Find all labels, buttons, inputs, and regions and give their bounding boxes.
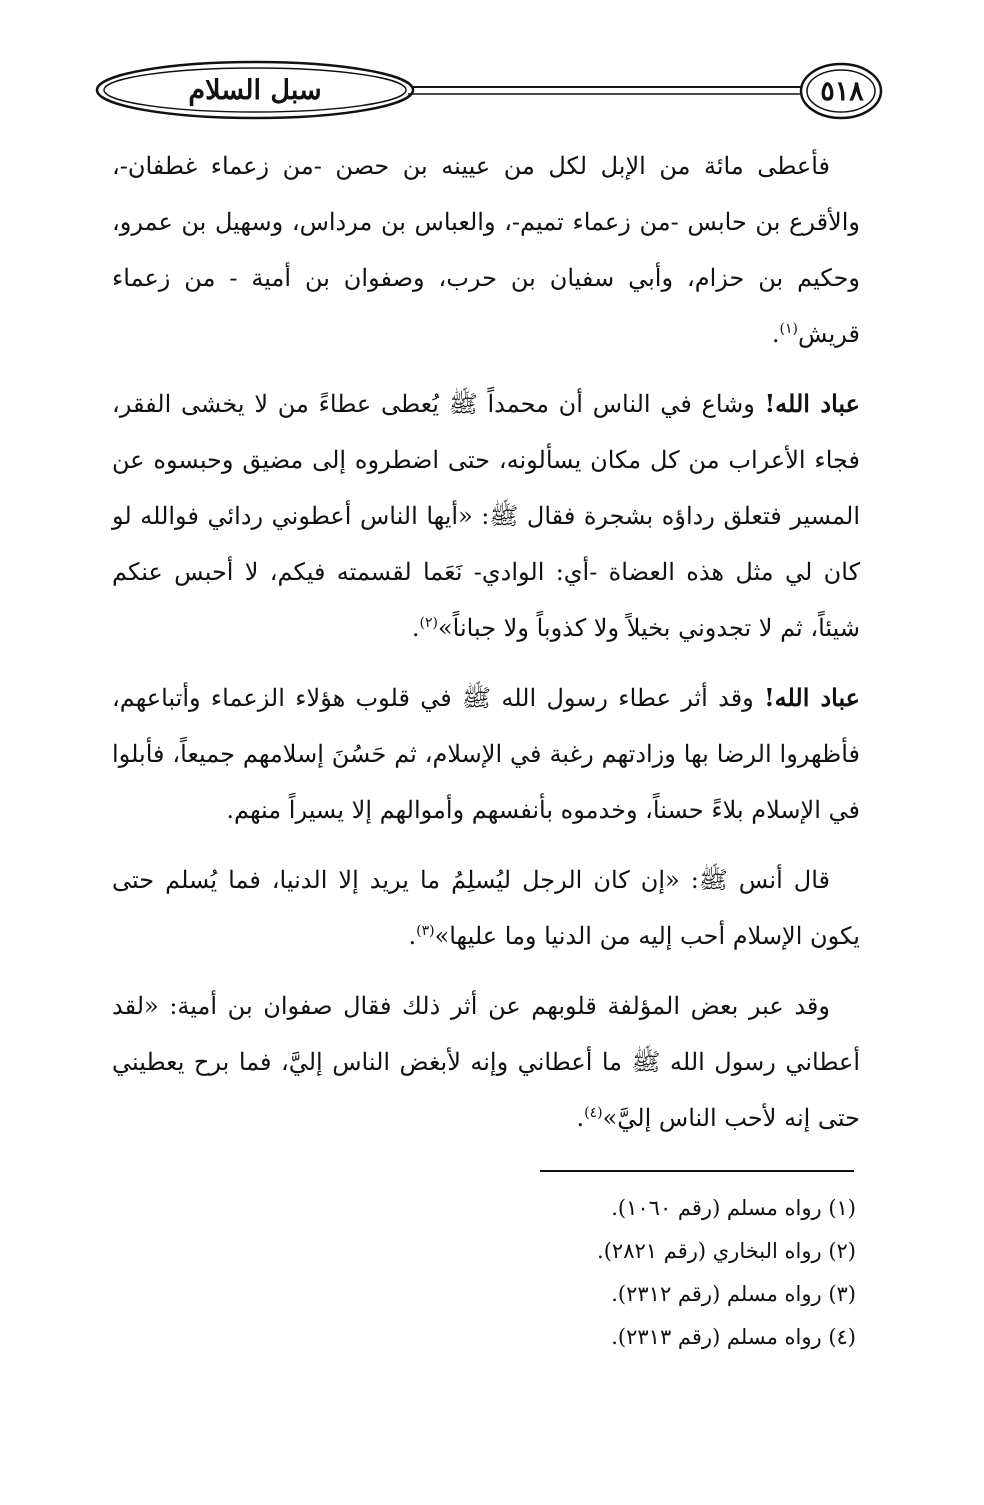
paragraph-end: . xyxy=(408,922,417,950)
paragraph-end: . xyxy=(411,614,420,642)
footnote-ref: (٢) xyxy=(419,615,438,631)
paragraph-lead: عباد الله! xyxy=(764,389,860,418)
paragraph-5 xyxy=(112,978,860,1146)
paragraph-4 xyxy=(112,852,860,964)
footnote-1: (١) رواه مسلم (رقم ١٠٦٠). xyxy=(611,1196,856,1220)
paragraph-2 xyxy=(112,376,860,656)
footnote-4: (٤) رواه مسلم (رقم ٢٣١٣). xyxy=(611,1325,856,1349)
page-number: ٥١٨ xyxy=(820,75,864,107)
running-title: سبل السلام xyxy=(188,74,322,106)
paragraph-text: قال أنس ﷺ: «إن كان الرجل ليُسلِمُ ما يريد إلا الدنيا، فما يُسلم حتى يكون الإسلام أحب إليه من الدنيا وما عليها» xyxy=(112,866,860,950)
main-text xyxy=(112,138,860,1160)
footnote-ref: (٣) xyxy=(416,923,435,939)
paragraph-text: وقد أثر عطاء رسول الله ﷺ في قلوب هؤلاء الزعماء وأتباعهم، فأظهروا الرضا بها وزادتهم رغبة في الإسلام، ثم حَسُنَ إسلامهم جميعاً، فأبلوا في الإسلام بلاءً حسناً، وخدموه بأنفسهم وأموالهم إلا يسيراً منهم. xyxy=(112,684,860,824)
page-header xyxy=(90,50,885,130)
paragraph-text: فأعطى مائة من الإبل لكل من عيينه بن حصن -من زعماء غطفان-، والأقرع بن حابس -من زعماء تميم-، والعباس بن مرداس، وسهيل بن عمرو، وحكيم بن حزام، وأبي سفيان بن حرب، وصفوان بن أمية - من زعماء قريش xyxy=(112,152,860,348)
footnote-2: (٢) رواه البخاري (رقم ٢٨٢١). xyxy=(597,1239,856,1263)
footnotes xyxy=(480,1187,856,1359)
paragraph-lead: عباد الله! xyxy=(764,683,861,712)
paragraph-text: وقد عبر بعض المؤلفة قلوبهم عن أثر ذلك فقال صفوان بن أمية: «لقد أعطاني رسول الله ﷺ ما أعطاني وإنه لأبغض الناس إليَّ، فما برح يعطيني حتى إنه لأحب الناس إليَّ» xyxy=(112,992,860,1132)
footnote-divider xyxy=(540,1170,854,1172)
paragraph-1 xyxy=(112,138,860,362)
footnote-ref: (١) xyxy=(779,321,798,337)
paragraph-text: وشاع في الناس أن محمداً ﷺ يُعطى عطاءً من لا يخشى الفقر، فجاء الأعراب من كل مكان يسألونه، حتى اضطروه إلى مضيق وحبسوه عن المسير فتعلق رداؤه بشجرة فقال ﷺ: «أيها الناس أعطوني ردائي فوالله لو كان لي مثل هذه العضاة -أي: الوادي- نَعَما لقسمته فيكم، لا أحبس عنكم شيئاً، ثم لا تجدوني بخيلاً ولا كذوباً ولا جباناً» xyxy=(112,390,860,642)
footnote-3: (٣) رواه مسلم (رقم ٢٣١٢). xyxy=(611,1282,856,1306)
paragraph-end: . xyxy=(576,1104,585,1132)
footnote-ref: (٤) xyxy=(584,1105,603,1121)
paragraph-end: . xyxy=(771,320,780,348)
paragraph-3 xyxy=(112,670,860,838)
